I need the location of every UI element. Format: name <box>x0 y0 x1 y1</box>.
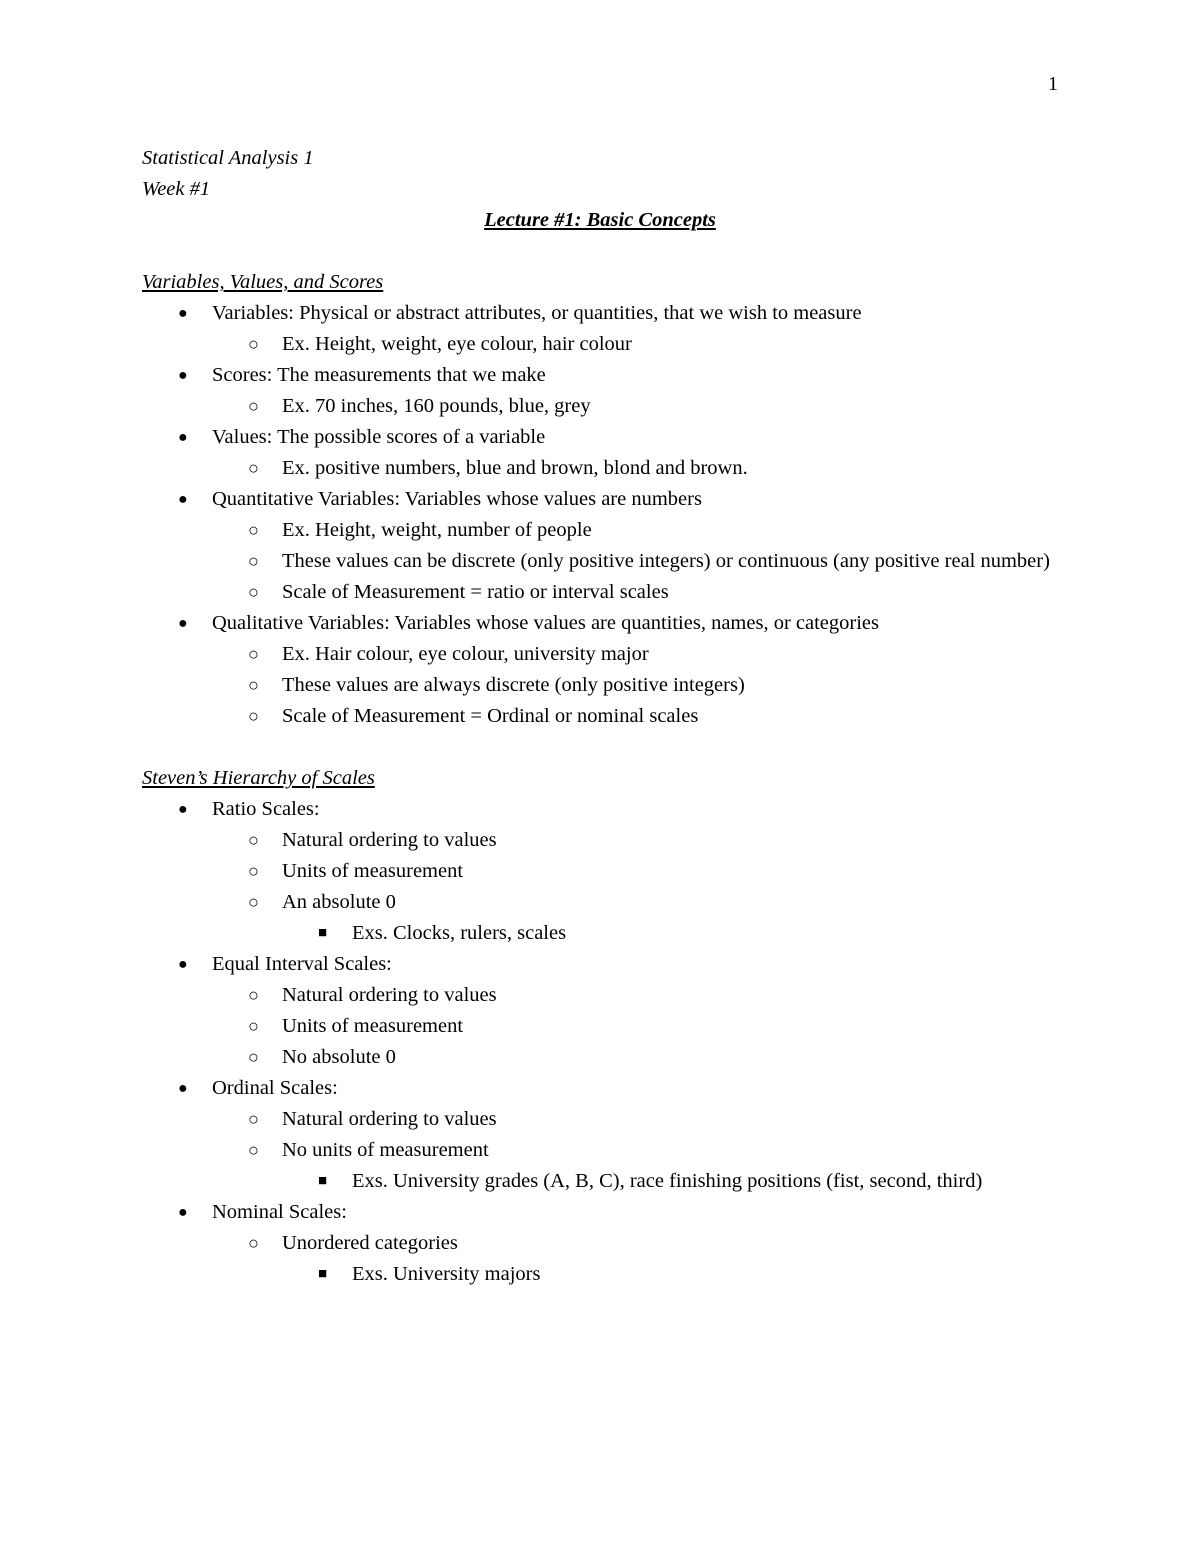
list-item-text: Ordinal Scales: <box>212 1077 338 1099</box>
list-item-text: These values are always discrete (only positive integers) <box>282 674 745 696</box>
lecture-title: Lecture #1: Basic Concepts <box>484 209 716 231</box>
bullet-marker-icon: ● <box>178 1204 188 1221</box>
list-item <box>142 918 1058 949</box>
list-item-text: Natural ordering to values <box>282 829 497 851</box>
bullet-marker-icon: ● <box>178 305 188 322</box>
list-item-text: Ex. Height, weight, eye colour, hair colour <box>282 333 632 355</box>
document-body <box>142 143 1058 1290</box>
bullet-marker-icon: ○ <box>248 1140 259 1160</box>
list-item-text: No units of measurement <box>282 1139 489 1161</box>
list-item-text: Natural ordering to values <box>282 984 497 1006</box>
bullet-marker-icon: ○ <box>248 706 259 726</box>
bullet-marker-icon: ● <box>178 956 188 973</box>
bullet-marker-icon: ○ <box>248 551 259 571</box>
list-item <box>142 1073 1058 1104</box>
list-item-text: Exs. Clocks, rulers, scales <box>352 922 567 944</box>
list-item-text: Ratio Scales: <box>212 798 320 820</box>
list-item-text: An absolute 0 <box>282 891 396 913</box>
list-item-text: Quantitative Variables: Variables whose values are numbers <box>212 488 702 510</box>
list-item-text: Units of measurement <box>282 1015 464 1037</box>
bullet-marker-icon: ○ <box>248 892 259 912</box>
list-item <box>142 298 1058 329</box>
list-item <box>142 608 1058 639</box>
bullet-marker-icon: ● <box>178 801 188 818</box>
bullet-marker-icon: ○ <box>248 1233 259 1253</box>
list-item-text: Unordered categories <box>282 1232 458 1254</box>
list-item <box>142 1135 1058 1166</box>
list-item <box>142 670 1058 701</box>
bullet-marker-icon: ● <box>178 1080 188 1097</box>
list-item <box>142 515 1058 546</box>
list-item <box>142 577 1058 608</box>
bullet-marker-icon: ○ <box>248 458 259 478</box>
list-item-text: Values: The possible scores of a variable <box>212 426 546 448</box>
list-item <box>142 856 1058 887</box>
list-item <box>142 1166 1058 1197</box>
list-item <box>142 1259 1058 1290</box>
week-label: Week #1 <box>142 178 211 200</box>
list-item <box>142 1042 1058 1073</box>
bullet-marker-icon: ○ <box>248 861 259 881</box>
page-number: 1 <box>1048 73 1058 95</box>
list-item-text: Scores: The measurements that we make <box>212 364 546 386</box>
bullet-marker-icon: ○ <box>248 520 259 540</box>
section-variables <box>142 267 1058 732</box>
section-hierarchy <box>142 763 1058 1290</box>
bullet-marker-icon: ● <box>178 491 188 508</box>
list-item <box>142 329 1058 360</box>
bullet-marker-icon: ● <box>178 429 188 446</box>
list-item <box>142 1228 1058 1259</box>
bullet-marker-icon: ○ <box>248 396 259 416</box>
course-name: Statistical Analysis 1 <box>142 147 314 169</box>
list-item-text: Exs. University majors <box>352 1263 541 1285</box>
bullet-marker-icon: ○ <box>248 1016 259 1036</box>
list-item <box>142 1011 1058 1042</box>
list-item <box>142 453 1058 484</box>
list-item-text: Equal Interval Scales: <box>212 953 392 975</box>
list-item <box>142 360 1058 391</box>
bullet-marker-icon: ■ <box>318 925 328 941</box>
spacer <box>142 236 1058 267</box>
bullet-marker-icon: ○ <box>248 675 259 695</box>
list-item <box>142 825 1058 856</box>
list-item-text: Natural ordering to values <box>282 1108 497 1130</box>
bullet-marker-icon: ○ <box>248 334 259 354</box>
bullet-marker-icon: ● <box>178 367 188 384</box>
bullet-marker-icon: ○ <box>248 1109 259 1129</box>
list-item <box>142 794 1058 825</box>
bullet-marker-icon: ○ <box>248 985 259 1005</box>
bullet-list <box>142 298 1058 732</box>
list-item <box>142 980 1058 1011</box>
bullet-marker-icon: ○ <box>248 644 259 664</box>
list-item-text: Ex. Hair colour, eye colour, university major <box>282 643 649 665</box>
spacer <box>142 732 1058 763</box>
bullet-marker-icon: ■ <box>318 1173 328 1189</box>
bullet-list <box>142 794 1058 1290</box>
list-item-text: Ex. Height, weight, number of people <box>282 519 592 541</box>
bullet-marker-icon: ○ <box>248 582 259 602</box>
bullet-marker-icon: ○ <box>248 1047 259 1067</box>
list-item <box>142 1197 1058 1228</box>
list-item <box>142 422 1058 453</box>
list-item-text: Qualitative Variables: Variables whose values are quantities, names, or categories <box>212 612 879 634</box>
list-item-text: Scale of Measurement = Ordinal or nominal scales <box>282 705 699 727</box>
list-item <box>142 484 1058 515</box>
list-item <box>142 1104 1058 1135</box>
list-item <box>142 391 1058 422</box>
section-heading: Variables, Values, and Scores <box>142 271 384 293</box>
list-item <box>142 639 1058 670</box>
list-item-text: Ex. 70 inches, 160 pounds, blue, grey <box>282 395 591 417</box>
section-heading: Steven’s Hierarchy of Scales <box>142 767 375 789</box>
list-item <box>142 546 1058 577</box>
list-item-text: Ex. positive numbers, blue and brown, blond and brown. <box>282 457 748 479</box>
bullet-marker-icon: ● <box>178 615 188 632</box>
list-item-text: Variables: Physical or abstract attributes, or quantities, that we wish to measure <box>212 302 862 324</box>
list-item-text: Scale of Measurement = ratio or interval scales <box>282 581 669 603</box>
list-item-text: Nominal Scales: <box>212 1201 347 1223</box>
list-item-text: No absolute 0 <box>282 1046 396 1068</box>
list-item-text: These values can be discrete (only positive integers) or continuous (any positive real number) <box>282 550 1050 572</box>
list-item <box>142 701 1058 732</box>
list-item <box>142 949 1058 980</box>
list-item-text: Units of measurement <box>282 860 464 882</box>
bullet-marker-icon: ○ <box>248 830 259 850</box>
list-item <box>142 887 1058 918</box>
bullet-marker-icon: ■ <box>318 1266 328 1282</box>
list-item-text: Exs. University grades (A, B, C), race finishing positions (fist, second, third) <box>352 1170 983 1192</box>
